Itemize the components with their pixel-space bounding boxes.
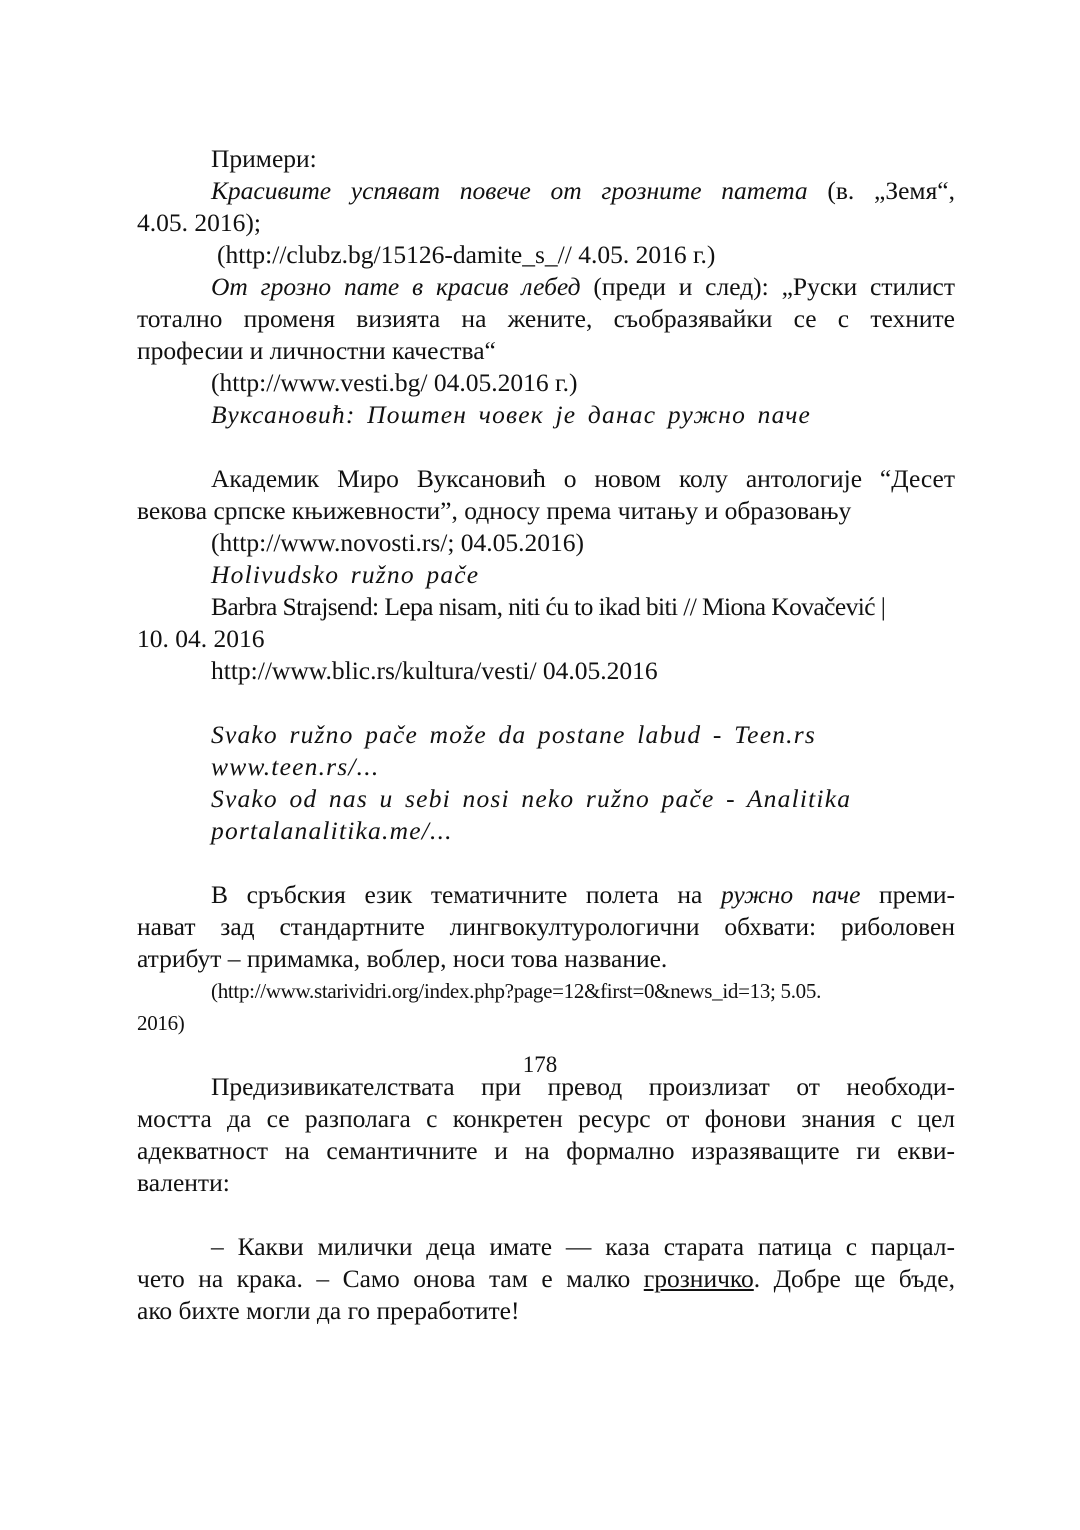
example-1-source: (http://clubz.bg/15126-damite_s_// 4.05. 2016 г.) bbox=[217, 240, 716, 269]
example-5-source: www.teen.rs/... bbox=[211, 752, 380, 781]
example-3-text-end: векова српске књижевности”, односу према читању и образовању bbox=[137, 496, 852, 525]
example-4-date: 10. 04. 2016 bbox=[137, 624, 265, 653]
example-6-title: Svako od nas u sebi nosi neko ružno pače - Analitika bbox=[211, 784, 852, 813]
paragraph-challenges-end: валенти: bbox=[137, 1168, 230, 1197]
example-2-line: От грозно пате в красив лебед (преди и след): „Руски стилист bbox=[211, 272, 955, 301]
example-2-source: (http://www.vesti.bg/ 04.05.2016 г.) bbox=[211, 368, 578, 397]
example-4-source: http://www.blic.rs/kultura/vesti/ 04.05.2016 bbox=[211, 656, 658, 685]
paragraph-serbian-line: В сръбския език тематичните полета на ружно паче преми- bbox=[211, 880, 955, 909]
paragraph-serbian-end: атрибут – примамка, воблер, носи това название. bbox=[137, 944, 668, 973]
example-4-title: Holivudsko ružno pače bbox=[211, 560, 480, 589]
example-3-title: Вуксановић: Поштен човек је данас ружно паче bbox=[211, 400, 812, 429]
example-1-line: Красивите успяват повече от грозните патета (в. „Земя“, bbox=[211, 176, 955, 205]
example-2-text-end: професии и личностни качества“ bbox=[137, 336, 496, 365]
example-2-text: тотално променя визията на жените, съобразявайки се с техните bbox=[137, 304, 955, 333]
example-3-source: (http://www.novosti.rs/; 04.05.2016) bbox=[211, 528, 585, 557]
example-5-title: Svako ružno pače može da postane labud - Teen.rs bbox=[211, 720, 816, 749]
quote-end: ако бихте могли да го преработите! bbox=[137, 1296, 520, 1325]
quote-line: – Какви милички деца имате — каза старата патица с парцал- bbox=[211, 1232, 955, 1261]
paragraph-challenges-text: мостта да се разполага с конкретен ресурс от фонови знания с цел bbox=[137, 1104, 955, 1133]
example-6-source: portalanalitika.me/... bbox=[211, 816, 453, 845]
page-number: 178 bbox=[522, 1052, 558, 1077]
examples-heading: Примери: bbox=[211, 144, 317, 173]
paragraph-serbian-text: нават зад стандартните лингвокултурологични обхвати: риболовен bbox=[137, 912, 955, 941]
paragraph-challenges-text-2: адекватност на семантичните и на формално изразяващите ги екви- bbox=[137, 1136, 955, 1165]
page-body bbox=[137, 143, 955, 1327]
serbian-source-year: 2016) bbox=[137, 1011, 185, 1035]
example-4-text: Barbra Strajsend: Lepa nisam, niti ću to ikad biti // Miona Kovačević | bbox=[211, 592, 886, 621]
example-1-date: 4.05. 2016); bbox=[137, 208, 261, 237]
quote-text: чето на крака. – Само онова там е малко грозничко. Добре ще бъде, bbox=[137, 1264, 955, 1293]
paragraph-challenges-line: Предизивикателствата при превод произлизат от необходи- bbox=[211, 1072, 955, 1101]
serbian-source: (http://www.starividri.org/index.php?page=12&first=0&news_id=13; 5.05. bbox=[211, 979, 822, 1003]
example-3-text: Академик Миро Вуксановић о новом колу антологије “Десет bbox=[211, 464, 955, 493]
